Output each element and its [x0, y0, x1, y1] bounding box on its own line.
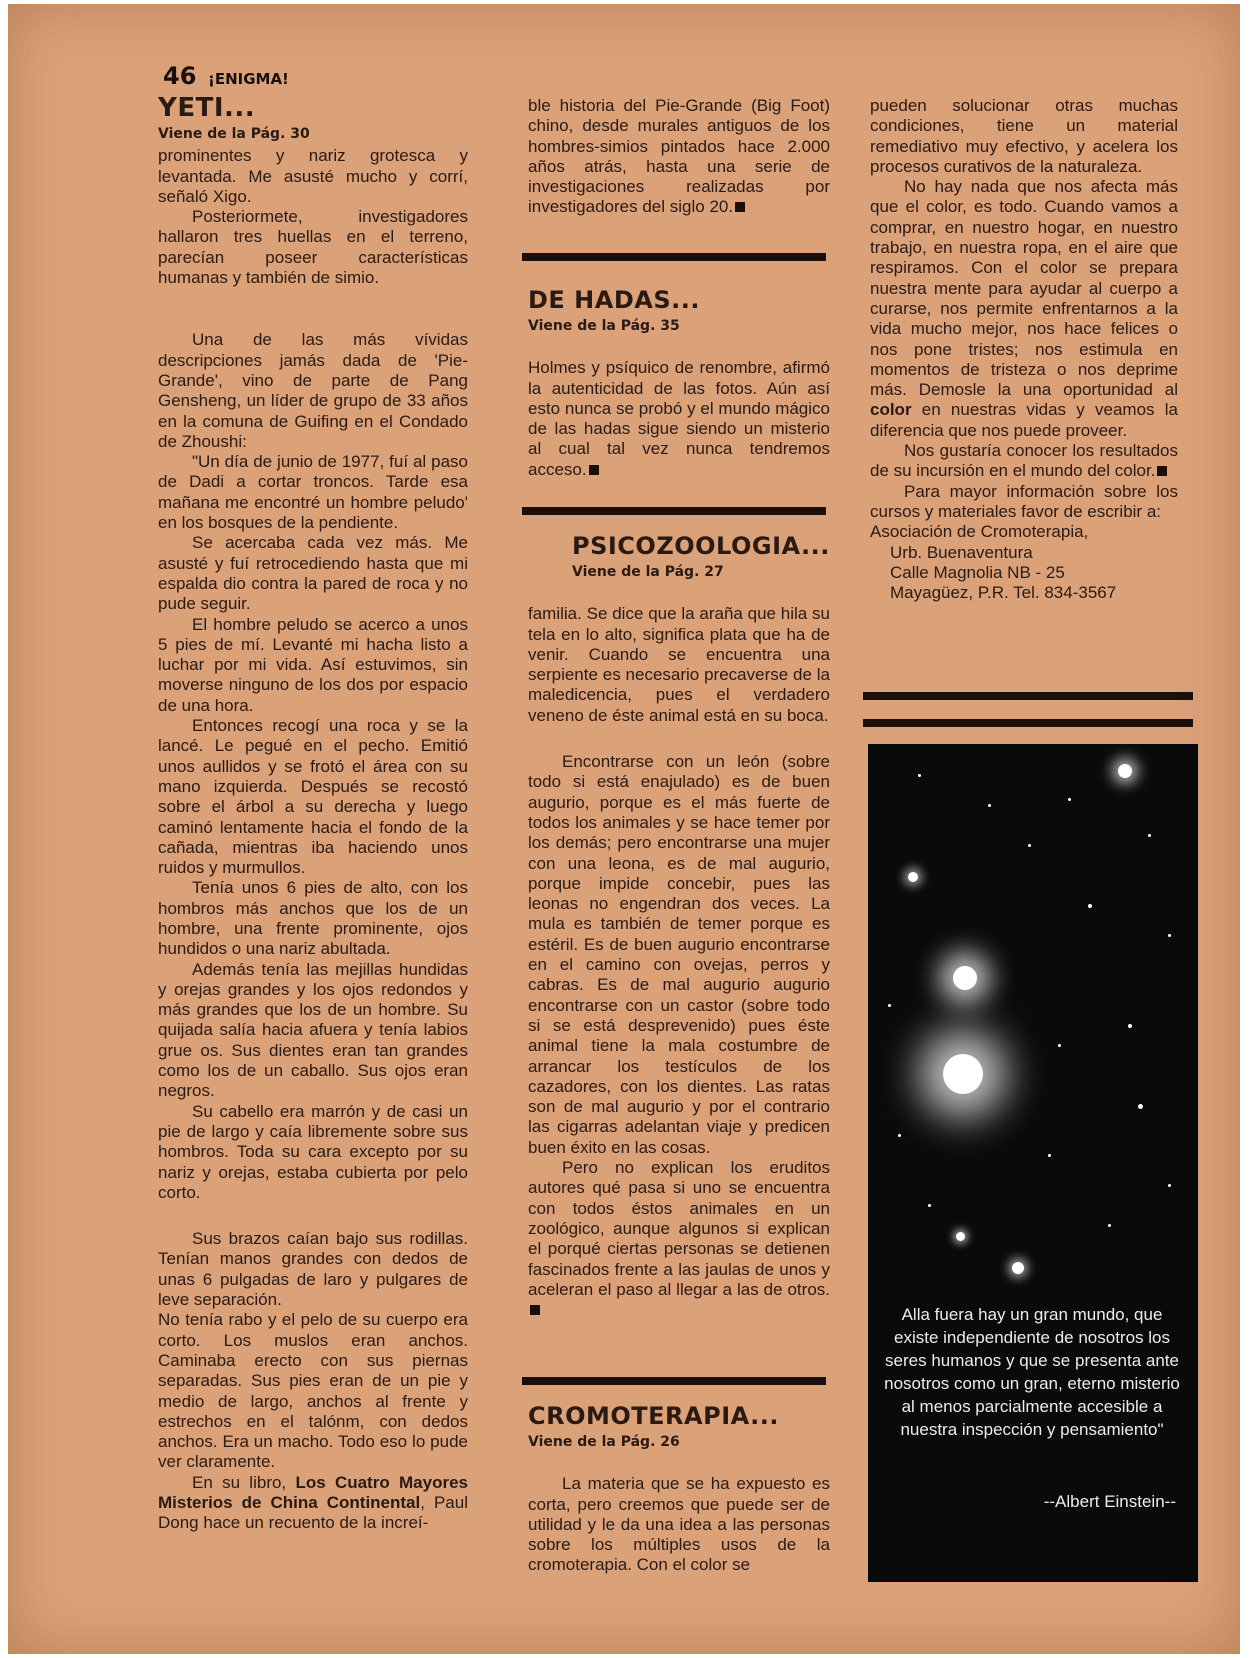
star — [888, 1004, 891, 1007]
end-mark-icon — [1157, 466, 1167, 476]
cromo-color-word: color — [870, 400, 912, 420]
yeti-continuation — [528, 96, 830, 218]
hadas-section — [528, 286, 830, 480]
hadas-title: DE HADAS... — [528, 286, 700, 314]
star — [1128, 1024, 1132, 1028]
end-mark-icon — [589, 465, 599, 475]
star-field-photo — [868, 744, 1198, 1582]
yeti-subtitle: Viene de la Pág. 30 — [158, 126, 310, 142]
yeti-paragraph: prominentes y nariz grotesca y levantada. Me asusté mucho y corrí, señaló Xigo. — [158, 146, 468, 206]
end-mark-icon — [735, 202, 745, 212]
yeti-paragraph: Posteriormete, investigadores hallaron tres huellas en el terreno, parecían poseer características humanas y también de simio. — [158, 207, 468, 288]
star — [898, 1134, 901, 1137]
yeti-paragraph: No tenía rabo y el pelo de su cuerpo era corto. Los muslos eran anchos. Caminaba erecto con sus piernas separadas. Sus pies eran de un pie y medio de largo, anchos al frente y estrechos en el talónm, con dedos anchos. Era un macho. Todo eso lo pude ver claramente. — [158, 1310, 468, 1472]
column-1 — [158, 94, 468, 1534]
cromo-paragraph — [870, 177, 1178, 441]
star — [1028, 844, 1031, 847]
address-block — [870, 522, 1178, 603]
yeti-title: YETI... — [158, 93, 256, 123]
cromo-section — [528, 1402, 830, 1576]
star — [1118, 764, 1132, 778]
psico-paragraph: Encontrarse con un león (sobre todo si está enajulado) es de buen augurio, porque es el más fuerte de todos los animales y se hace temer por los demás; pero encontrarse una mujer con una leona, es de mal augurio, porque impide concebir, pues las leonas no engendran dos veces. La mula es también de temer porque es estéril. Es de buen augurio encontrarse en el camino con ovejas, perros y cabras. Es de mal augurio augurio encontrarse con un castor (sobre todo si se está desprevenido) pues éste animal tiene la mala costumbre de arrancar los testículos de los cazadores, con los dientes. Las ratas son de mal augurio y por el contrario las cigarras adelantan viaje y predicen buen éxito en las cosas. — [528, 752, 830, 1157]
section-divider — [522, 253, 826, 261]
star — [1168, 934, 1171, 937]
cromo-paragraph-text: en nuestras vidas y veamos la diferencia que nos puede proveer. — [870, 400, 1178, 440]
yeti-paragraph: Sus brazos caían bajo sus rodillas. Tenían manos grandes con dedos de unas 6 pulgadas de laro y pulgares de leve separación. — [158, 1229, 468, 1310]
yeti-paragraph: Su cabello era marrón y de casi un pie de largo y caía libremente sobre sus hombros. Toda su cara excepto por su nariz y orejas, estaba cubierta por pelo corto. — [158, 1101, 468, 1202]
star — [1088, 904, 1092, 908]
yeti-paragraph: Entonces recogí una roca y se la lancé. Le pegué en el pecho. Emitió unos aullidos y se frotó el área con su mano izquierda. Después se recostó sobre el árbol a su derecha y luego caminó lentamente hacia el fondo de la cañada, mientras iba haciendo unos ruidos y murmullos. — [158, 716, 468, 878]
yeti-book-title: Los Cuatro Mayores Misterios de China Continental — [158, 1472, 468, 1512]
address-line: Mayagüez, P.R. Tel. 834-3567 — [890, 583, 1117, 603]
star — [1108, 1224, 1111, 1227]
address-line: Asociación de Cromoterapia, — [870, 522, 1089, 542]
cromo-paragraph-text: No hay nada que nos afecta más que el color, es todo. Cuando vamos a comprar, en nuestro hogar, en nuestro trabajo, en nuestra ropa, en el aire que respiramos. Con el color se prepara nuestra mente para ayudar al cuerpo a curarse, nos permite enfrentarnos a la vida mucho mejor, nos hace felices o nos pone tristes; nos estimula en momentos de tristeza o nos deprime más. Demosle la una oportunidad al — [870, 177, 1178, 400]
star — [953, 966, 977, 990]
cromo-title: CROMOTERAPIA... — [528, 1402, 779, 1430]
page-number: 46 — [163, 62, 197, 90]
yeti-paragraph: Se acercaba cada vez más. Me asusté y fuí retrocediendo hasta que mi espalda dio contra la pared de roca y no pude seguir. — [158, 533, 468, 614]
yeti-paragraph: Además tenía las mejillas hundidas y orejas grandes y los ojos redondos y más grandes que los de un hombre. Su quijada salía hacia afuera y tenía labios grue os. Sus dientes eran tan grandes como los de un caballo. Sus ojos eran negros. — [158, 959, 468, 1101]
column-2 — [528, 96, 830, 218]
yeti-book-paragraph — [158, 1473, 468, 1534]
column-3 — [870, 96, 1178, 603]
cromo-continuation: pueden solucionar otras muchas condiciones, tiene un material remediativo muy efectivo, y acelera los procesos curativos de la naturaleza. — [870, 96, 1178, 176]
star — [1168, 1184, 1171, 1187]
magazine-name: ¡ENIGMA! — [207, 70, 289, 88]
star — [1148, 834, 1151, 837]
psico-paragraph — [528, 1158, 830, 1320]
psico-paragraph-text: Pero no explican los eruditos autores qué pasa si uno se encuentra con todos éstos animales en un zoológico, aunque algunos si explican el porqué ciertas personas se detienen fascinados frente a las jaulas de unos y aceleran el paso al llegar a las de otros. — [528, 1158, 830, 1299]
star — [1138, 1104, 1143, 1109]
einstein-quote: Alla fuera hay un gran mundo, que existe independiente de nosotros los seres humanos y que se presenta ante nosotros como un gran, eterno misterio al menos parcialmente accesible a nuestra inspección y pensamiento" — [884, 1305, 1180, 1439]
star — [943, 1054, 983, 1094]
yeti-paragraph: "Un día de junio de 1977, fuí al paso de Dadi a cortar troncos. Tarde esa mañana me encontré un hombre peludo' en los bosques de la pendiente. — [158, 452, 468, 533]
star — [1048, 1154, 1051, 1157]
yeti-paragraph: El hombre peludo se acerco a unos 5 pies de mí. Levanté mi hacha listo a luchar por mi vida. Así estuvimos, sin moverse ninguno de los dos por espacio de una hora. — [158, 614, 468, 715]
yeti-book-rest: , Paul Dong hace un recuento de la increí- — [158, 1493, 468, 1533]
section-divider — [522, 507, 826, 515]
star — [1012, 1262, 1024, 1274]
hadas-text — [528, 358, 830, 480]
cromo-paragraph — [870, 441, 1178, 482]
address-line: Calle Magnolia NB - 25 — [890, 562, 1065, 582]
cromo-paragraph-text: Nos gustaría conocer los resultados de su incursión en el mundo del color. — [870, 441, 1178, 481]
psico-paragraph: familia. Se dice que la araña que hila su tela en lo alto, significa plata que ha de venir. Cuando se encuentra una serpiente es necesario precaverse de la maledicencia, pues el verdadero veneno de éste animal está en su boca. — [528, 604, 830, 725]
star — [918, 774, 921, 777]
star — [1068, 798, 1071, 801]
star — [928, 1204, 931, 1207]
star — [988, 804, 991, 807]
address-line: Urb. Buenaventura — [890, 542, 1033, 562]
section-divider — [863, 692, 1193, 700]
psico-title: PSICOZOOLOGIA... — [572, 532, 830, 560]
star — [956, 1232, 965, 1241]
star — [1058, 1044, 1061, 1047]
magazine-page — [8, 4, 1240, 1654]
star — [908, 872, 918, 882]
quote-author: --Albert Einstein-- — [1043, 1492, 1176, 1511]
psico-section — [528, 532, 830, 1320]
cromo-subtitle: Viene de la Pág. 26 — [528, 1434, 680, 1450]
section-divider — [863, 719, 1193, 727]
hadas-subtitle: Viene de la Pág. 35 — [528, 318, 680, 334]
cromo-paragraph: Para mayor información sobre los cursos y materiales favor de escribir a: — [870, 481, 1178, 521]
yeti-book-intro: En su libro, — [192, 1472, 287, 1492]
yeti-paragraph: Tenía unos 6 pies de alto, con los hombros más anchos que los de un hombre, una frente prominente, ojos hundidos o una nariz abultada. — [158, 878, 468, 959]
end-mark-icon — [530, 1305, 540, 1315]
yeti-continuation-text: ble historia del Pie-Grande (Big Foot) chino, desde murales antiguos de los hombres-simios pintados hace 2.000 años atrás, hasta una serie de investigaciones realizadas por investigadores del siglo 20. — [528, 96, 830, 217]
hadas-text-body: Holmes y psíquico de renombre, afirmó la autenticidad de las fotos. Aún así esto nunca se probó y el mundo mágico de las hadas sigue siendo un misterio al cual tal vez nunca tendremos acceso. — [528, 358, 830, 479]
psico-subtitle: Viene de la Pág. 27 — [572, 564, 724, 580]
page-header — [163, 62, 289, 90]
yeti-paragraph: Una de las más vívidas descripciones jamás dada de 'Pie-Grande', vino de parte de Pang Gensheng, un líder de grupo de 33 años en la comuna de Guifing en el Condado de Zhoushi: — [158, 330, 468, 451]
cromo-paragraph: La materia que se ha expuesto es corta, pero creemos que puede ser de utilidad y le da una idea a las personas sobre los múltiples usos de la cromoterapia. Con el color se — [528, 1474, 830, 1575]
section-divider — [522, 1377, 826, 1385]
